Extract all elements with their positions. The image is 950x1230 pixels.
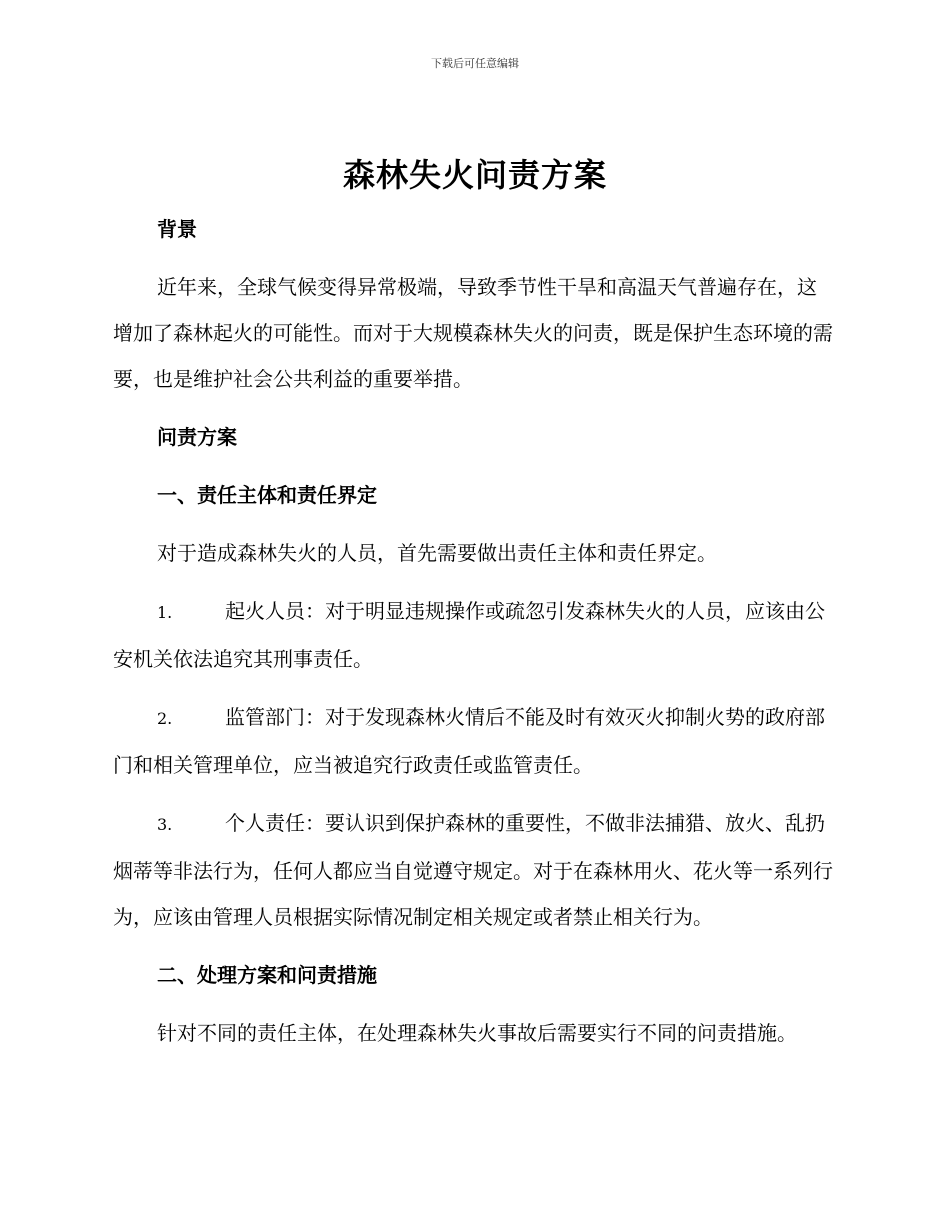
list-item-text: 监管部门：对于发现森林火情后不能及时有效灭火抑制火势的政府部门和相关管理单位，应当被追究行政责任或监管责任。 [113, 705, 825, 777]
list-item-number: 2. [157, 709, 173, 728]
list-item-text: 个人责任：要认识到保护森林的重要性，不做非法捕猎、放火、乱扔烟蒂等非法行为，任何人都应当自觉遵守规定。对于在森林用火、花火等一系列行为，应该由管理人员根据实际情况制定相关规定或者禁止相关行为。 [113, 811, 833, 929]
list-item [113, 588, 833, 682]
list-item-text: 起火人员：对于明显违规操作或疏忽引发森林失火的人员，应该由公安机关依法追究其刑事责任。 [113, 599, 825, 671]
list-item [113, 800, 833, 940]
header-note: 下载后可任意编辑 [431, 57, 519, 70]
section-heading-part1: 一、责任主体和责任界定 [157, 483, 377, 507]
section-heading-background: 背景 [157, 217, 197, 241]
list-item-number: 3. [157, 815, 173, 834]
section-heading-plan: 问责方案 [157, 425, 237, 449]
document-body [113, 206, 833, 1068]
section-heading-part2: 二、处理方案和问责措施 [157, 963, 377, 987]
document-title: 森林失火问责方案 [342, 156, 607, 194]
list-item-number: 1. [157, 603, 173, 622]
background-paragraph: 近年来，全球气候变得异常极端，导致季节性干旱和高温天气普遍存在，这增加了森林起火的可能性。而对于大规模森林失火的问责，既是保护生态环境的需要，也是维护社会公共利益的重要举措。 [113, 275, 833, 391]
part2-intro-paragraph: 针对不同的责任主体，在处理森林失火事故后需要实行不同的问责措施。 [157, 1021, 797, 1045]
list-item [113, 694, 833, 788]
part1-intro-paragraph: 对于造成森林失火的人员，首先需要做出责任主体和责任界定。 [157, 541, 717, 565]
